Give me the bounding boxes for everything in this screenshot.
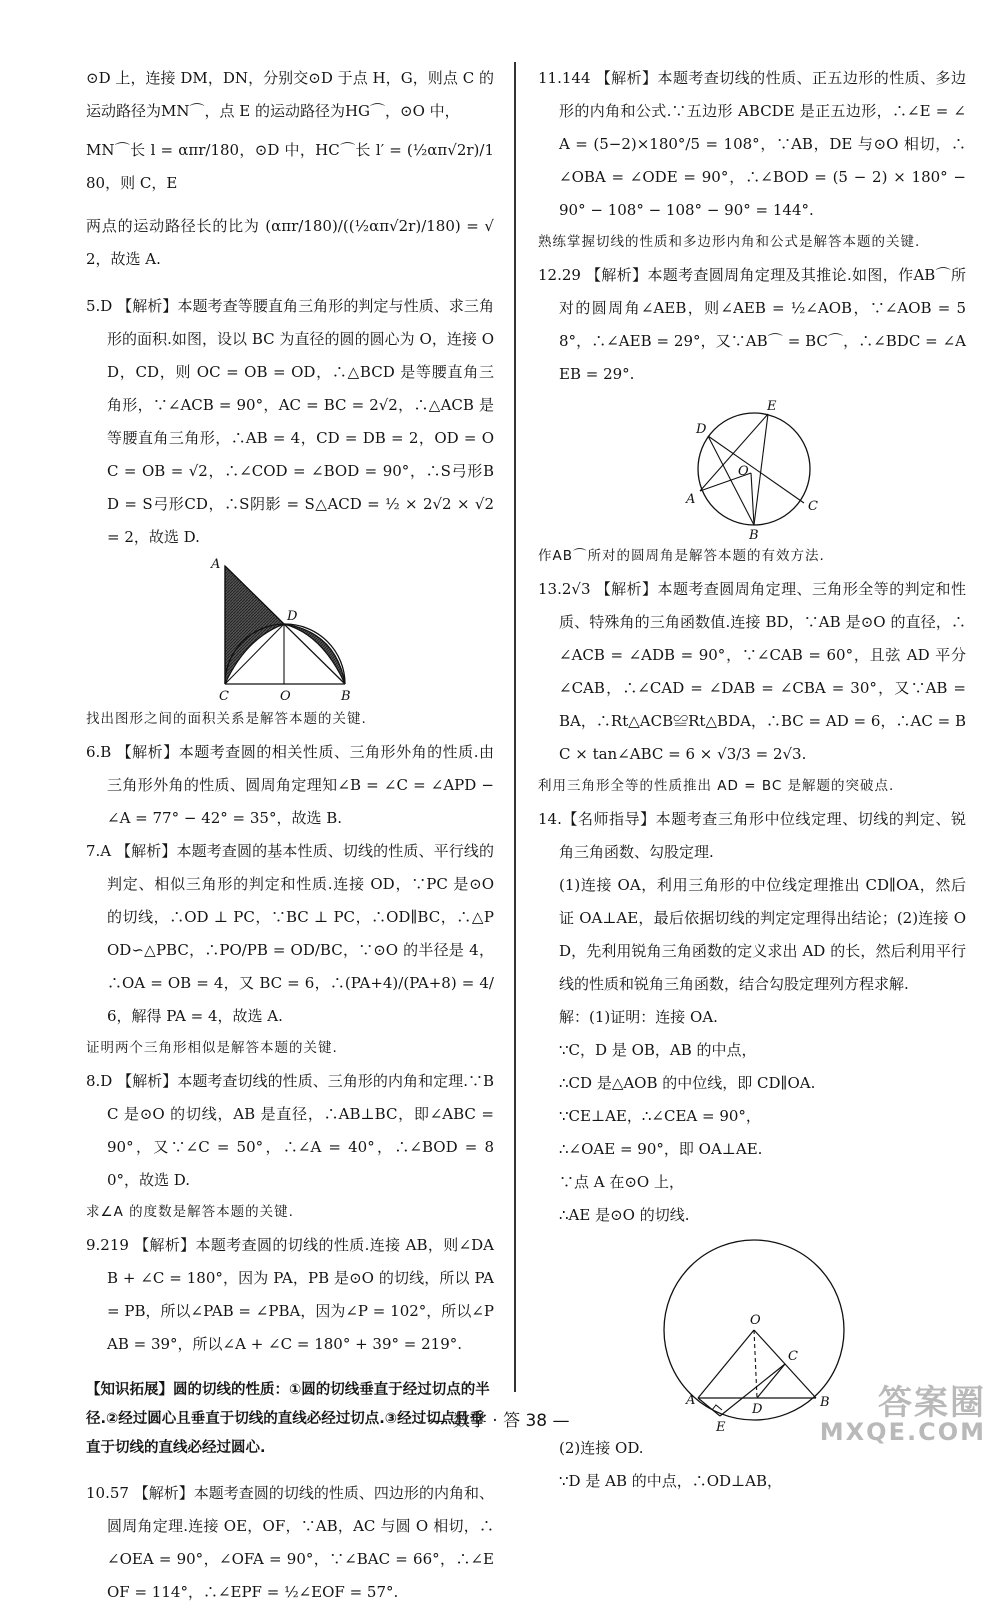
right-column bbox=[538, 62, 966, 1498]
q12-label-c: C bbox=[808, 499, 818, 514]
q7-solution: 7.A 【解析】本题考查圆的基本性质、切线的性质、平行线的判定、相似三角形的判定和性质.连接 OD，∵PC 是⊙O 的切线，∴OD ⊥ PC，∵BC ⊥ PC，∴OD∥BC，∴△POD∽△PBC，∴PO/PB = OD/BC，∵⊙O 的半径是 4，∴OA = OB = 4，又 BC = 6，∴(PA+4)/(PA+8) = 4/6，解得 PA = 4，故选 A. bbox=[86, 842, 494, 1025]
q12-label-e: E bbox=[767, 399, 777, 414]
q14-step-5: ∴∠OAE = 90°，即 OA⊥AE. bbox=[559, 1140, 763, 1158]
page-footer: — 数学 · 答 38 — bbox=[430, 1411, 570, 1431]
q12-label-d: D bbox=[696, 422, 707, 437]
q5-label-b: B bbox=[341, 689, 351, 704]
q5-label-c: C bbox=[219, 689, 229, 704]
q8-tip: 求∠A 的度数是解答本题的关键. bbox=[86, 1204, 294, 1220]
q12-figure bbox=[538, 391, 966, 541]
q4-continued-line2: MN⌒长 l = απr/180，⊙D 中，HC⌒长 l′ = (½απ√2r)/180，则 C，E bbox=[86, 141, 494, 192]
q14-label-b: B bbox=[820, 1395, 830, 1410]
q5-label-o: O bbox=[280, 689, 291, 704]
q9-knowledge-extension: 【知识拓展】圆的切线的性质：①圆的切线垂直于经过切点的半径.②经过圆心且垂直于切线的直线必经过切点.③经过切点且垂直于切线的直线必经过圆心. bbox=[86, 1381, 490, 1456]
watermark-line1: 答案圈 bbox=[878, 1383, 986, 1423]
column-divider bbox=[514, 62, 516, 1392]
q5-label-a: A bbox=[211, 557, 221, 572]
q14-step-2: ∵C，D 是 OB，AB 的中点， bbox=[559, 1041, 757, 1059]
q5-figure bbox=[86, 554, 494, 704]
left-column bbox=[86, 62, 494, 1609]
q12-label-a: A bbox=[686, 492, 696, 507]
q6-solution: 6.B 【解析】本题考查圆的相关性质、三角形外角的性质.由三角形外角的性质、圆周角定理知∠B = ∠C = ∠APD − ∠A = 77° − 42° = 35°，故选 B. bbox=[86, 743, 494, 827]
q14-step-6: ∵点 A 在⊙O 上， bbox=[559, 1173, 685, 1191]
q14-step-4: ∵CE⊥AE，∴∠CEA = 90°， bbox=[559, 1107, 761, 1125]
q7-tip: 证明两个三角形相似是解答本题的关键. bbox=[86, 1040, 338, 1056]
q14-guidance: 14.【名师指导】本题考查三角形中位线定理、切线的判定、锐角三角函数、勾股定理. bbox=[538, 810, 966, 861]
q13-tip: 利用三角形全等的性质推出 AD = BC 是解题的突破点. bbox=[538, 778, 895, 794]
q4-continued-line3: 两点的运动路径长的比为 (απr/180)/((½απ√2r)/180) = √2，故选 A. bbox=[86, 217, 494, 268]
watermark-line2: MXQE.COM bbox=[819, 1418, 986, 1446]
q14-label-o: O bbox=[750, 1313, 761, 1328]
q13-solution: 13.2√3 【解析】本题考查圆周角定理、三角形全等的判定和性质、特殊角的三角函数值.连接 BD，∵AB 是⊙O 的直径，∴∠ACB = ∠ADB = 90°，∵∠CAB = 60°，且弦 AD 平分∠CAB，∴∠CAD = ∠DAB = ∠CBA = 30°，又∵AB = BA，∴Rt△ACB≌Rt△BDA，∴BC = AD = 6，∴AC = BC × tan∠ABC = 6 × √3/3 = 2√3. bbox=[538, 580, 966, 763]
q10-solution: 10.57 【解析】本题考查圆的切线的性质、四边形的内角和、圆周角定理.连接 OE，OF，∵AB，AC 与圆 O 相切，∴∠OEA = 90°，∠OFA = 90°，∵∠BAC = 66°，∴∠EOF = 114°，∴∠EPF = ½∠EOF = 57°. bbox=[86, 1484, 494, 1601]
q14-label-d: D bbox=[752, 1402, 763, 1417]
q14-step-3: ∴CD 是△AOB 的中位线，即 CD∥OA. bbox=[559, 1074, 816, 1092]
q11-solution: 11.144 【解析】本题考查切线的性质、正五边形的性质、多边形的内角和公式.∵五边形 ABCDE 是正五边形，∴∠E = ∠A = (5−2)×180°/5 = 108°，∵AB，DE 与⊙O 相切，∴∠OBA = ∠ODE = 90°，∴∠BOD = (5 − 2) × 180° − 90° − 108° − 108° − 90° = 144°. bbox=[538, 69, 966, 219]
q12-label-b: B bbox=[749, 528, 759, 541]
q14-label-a: A bbox=[686, 1393, 696, 1408]
q8-solution: 8.D 【解析】本题考查切线的性质、三角形的内角和定理.∵BC 是⊙O 的切线，AB 是直径，∴AB⊥BC，即∠ABC = 90°，又∵∠C = 50°，∴∠A = 40°，∴∠BOD = 80°，故选 D. bbox=[86, 1072, 494, 1189]
q14-part2-step-1: (2)连接 OD. bbox=[559, 1439, 644, 1457]
q5-tip: 找出图形之间的面积关系是解答本题的关键. bbox=[86, 711, 367, 727]
q14-label-c: C bbox=[788, 1349, 798, 1364]
q14-approach: (1)连接 OA，利用三角形的中位线定理推出 CD∥OA，然后证 OA⊥AE，最后依据切线的判定定理得出结论；(2)连接 OD，先利用锐角三角函数的定义求出 AD 的长，然后利用平行线的性质和锐角三角函数，结合勾股定理列方程求解. bbox=[559, 876, 966, 993]
q14-part2-step-2: ∵D 是 AB 的中点，∴OD⊥AB， bbox=[559, 1472, 783, 1490]
q11-tip: 熟练掌握切线的性质和多边形内角和公式是解答本题的关键. bbox=[538, 234, 921, 250]
q4-continued-line1: ⊙D 上，连接 DM，DN，分别交⊙D 于点 H，G，则点 C 的运动路径为MN⌒，点 E 的运动路径为HG⌒，⊙O 中， bbox=[86, 69, 494, 120]
q12-label-o: O bbox=[738, 464, 749, 479]
q12-solution: 12.29 【解析】本题考查圆周角定理及其推论.如图，作AB⌒所对的圆周角∠AEB，则∠AEB = ½∠AOB，∵∠AOB = 58°，∴∠AEB = 29°，又∵AB⌒ = BC⌒，∴∠BDC = ∠AEB = 29°. bbox=[538, 266, 966, 383]
q14-step-7: ∴AE 是⊙O 的切线. bbox=[559, 1206, 690, 1224]
q14-label-e: E bbox=[716, 1420, 726, 1432]
q9-solution: 9.219 【解析】本题考查圆的切线的性质.连接 AB，则∠DAB + ∠C = 180°，因为 PA，PB 是⊙O 的切线，所以 PA = PB，所以∠PAB = ∠PBA，因为∠P = 102°，所以∠PAB = 39°，所以∠A + ∠C = 180° + 39° = 219°. bbox=[86, 1236, 494, 1353]
watermark-logo bbox=[820, 1375, 986, 1446]
q5-label-d: D bbox=[287, 609, 298, 624]
q14-step-1: 解：(1)证明：连接 OA. bbox=[559, 1008, 718, 1026]
q5-solution: 5.D 【解析】本题考查等腰直角三角形的判定与性质、求三角形的面积.如图，设以 BC 为直径的圆的圆心为 O，连接 OD，CD，则 OC = OB = OD，∴△BCD 是等腰直角三角形，∵∠ACB = 90°，AC = BC = 2√2，∴△ACB 是等腰直角三角形，∴AB = 4，CD = DB = 2，OD = OC = OB = √2，∴∠COD = ∠BOD = 90°，∴S弓形BD = S弓形CD，∴S阴影 = S△ACD = ½ × 2√2 × √2 = 2，故选 D. bbox=[86, 297, 494, 546]
q12-tip: 作AB⌒所对的圆周角是解答本题的有效方法. bbox=[538, 548, 825, 564]
